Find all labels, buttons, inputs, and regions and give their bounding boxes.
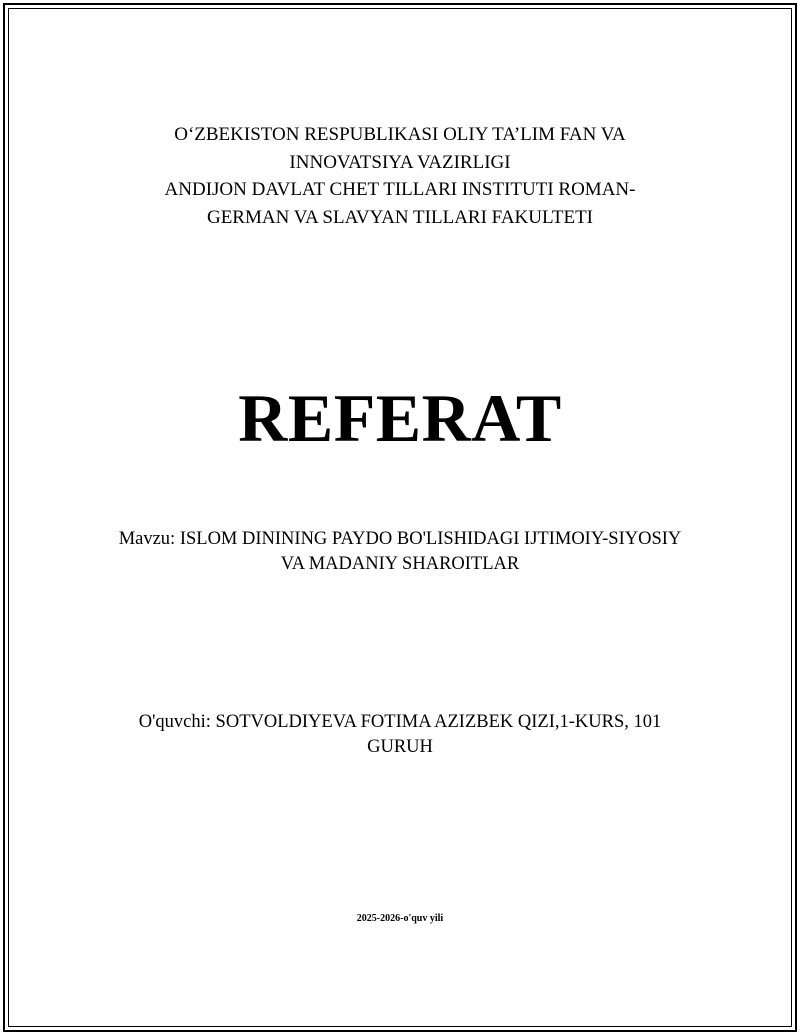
header-line: GERMAN VA SLAVYAN TILLARI FAKULTETI <box>206 206 593 228</box>
topic-line: Mavzu: ISLOM DININING PAYDO BO'LISHIDAGI IJTIMOIY-SIYOSIY <box>118 529 682 549</box>
student-line: GURUH <box>367 737 433 757</box>
document-title: REFERAT <box>238 380 562 456</box>
academic-year: 2025-2026-o'quv yili <box>356 913 444 924</box>
header-line: INNOVATSIYA VAZIRLIGI <box>289 151 511 173</box>
header-line: O‘ZBEKISTON RESPUBLIKASI OLIY TA’LIM FAN VA <box>174 124 626 145</box>
topic-block <box>0 527 800 577</box>
student-block <box>0 710 800 760</box>
header-line: ANDIJON DAVLAT CHET TILLARI INSTITUTI ROMAN- <box>164 179 636 200</box>
topic-line: VA MADANIY SHAROITLAR <box>280 554 520 574</box>
institution-header <box>0 121 800 231</box>
student-line: O'quvchi: SOTVOLDIYEVA FOTIMA AZIZBEK QIZI,1-KURS, 101 <box>138 712 662 732</box>
